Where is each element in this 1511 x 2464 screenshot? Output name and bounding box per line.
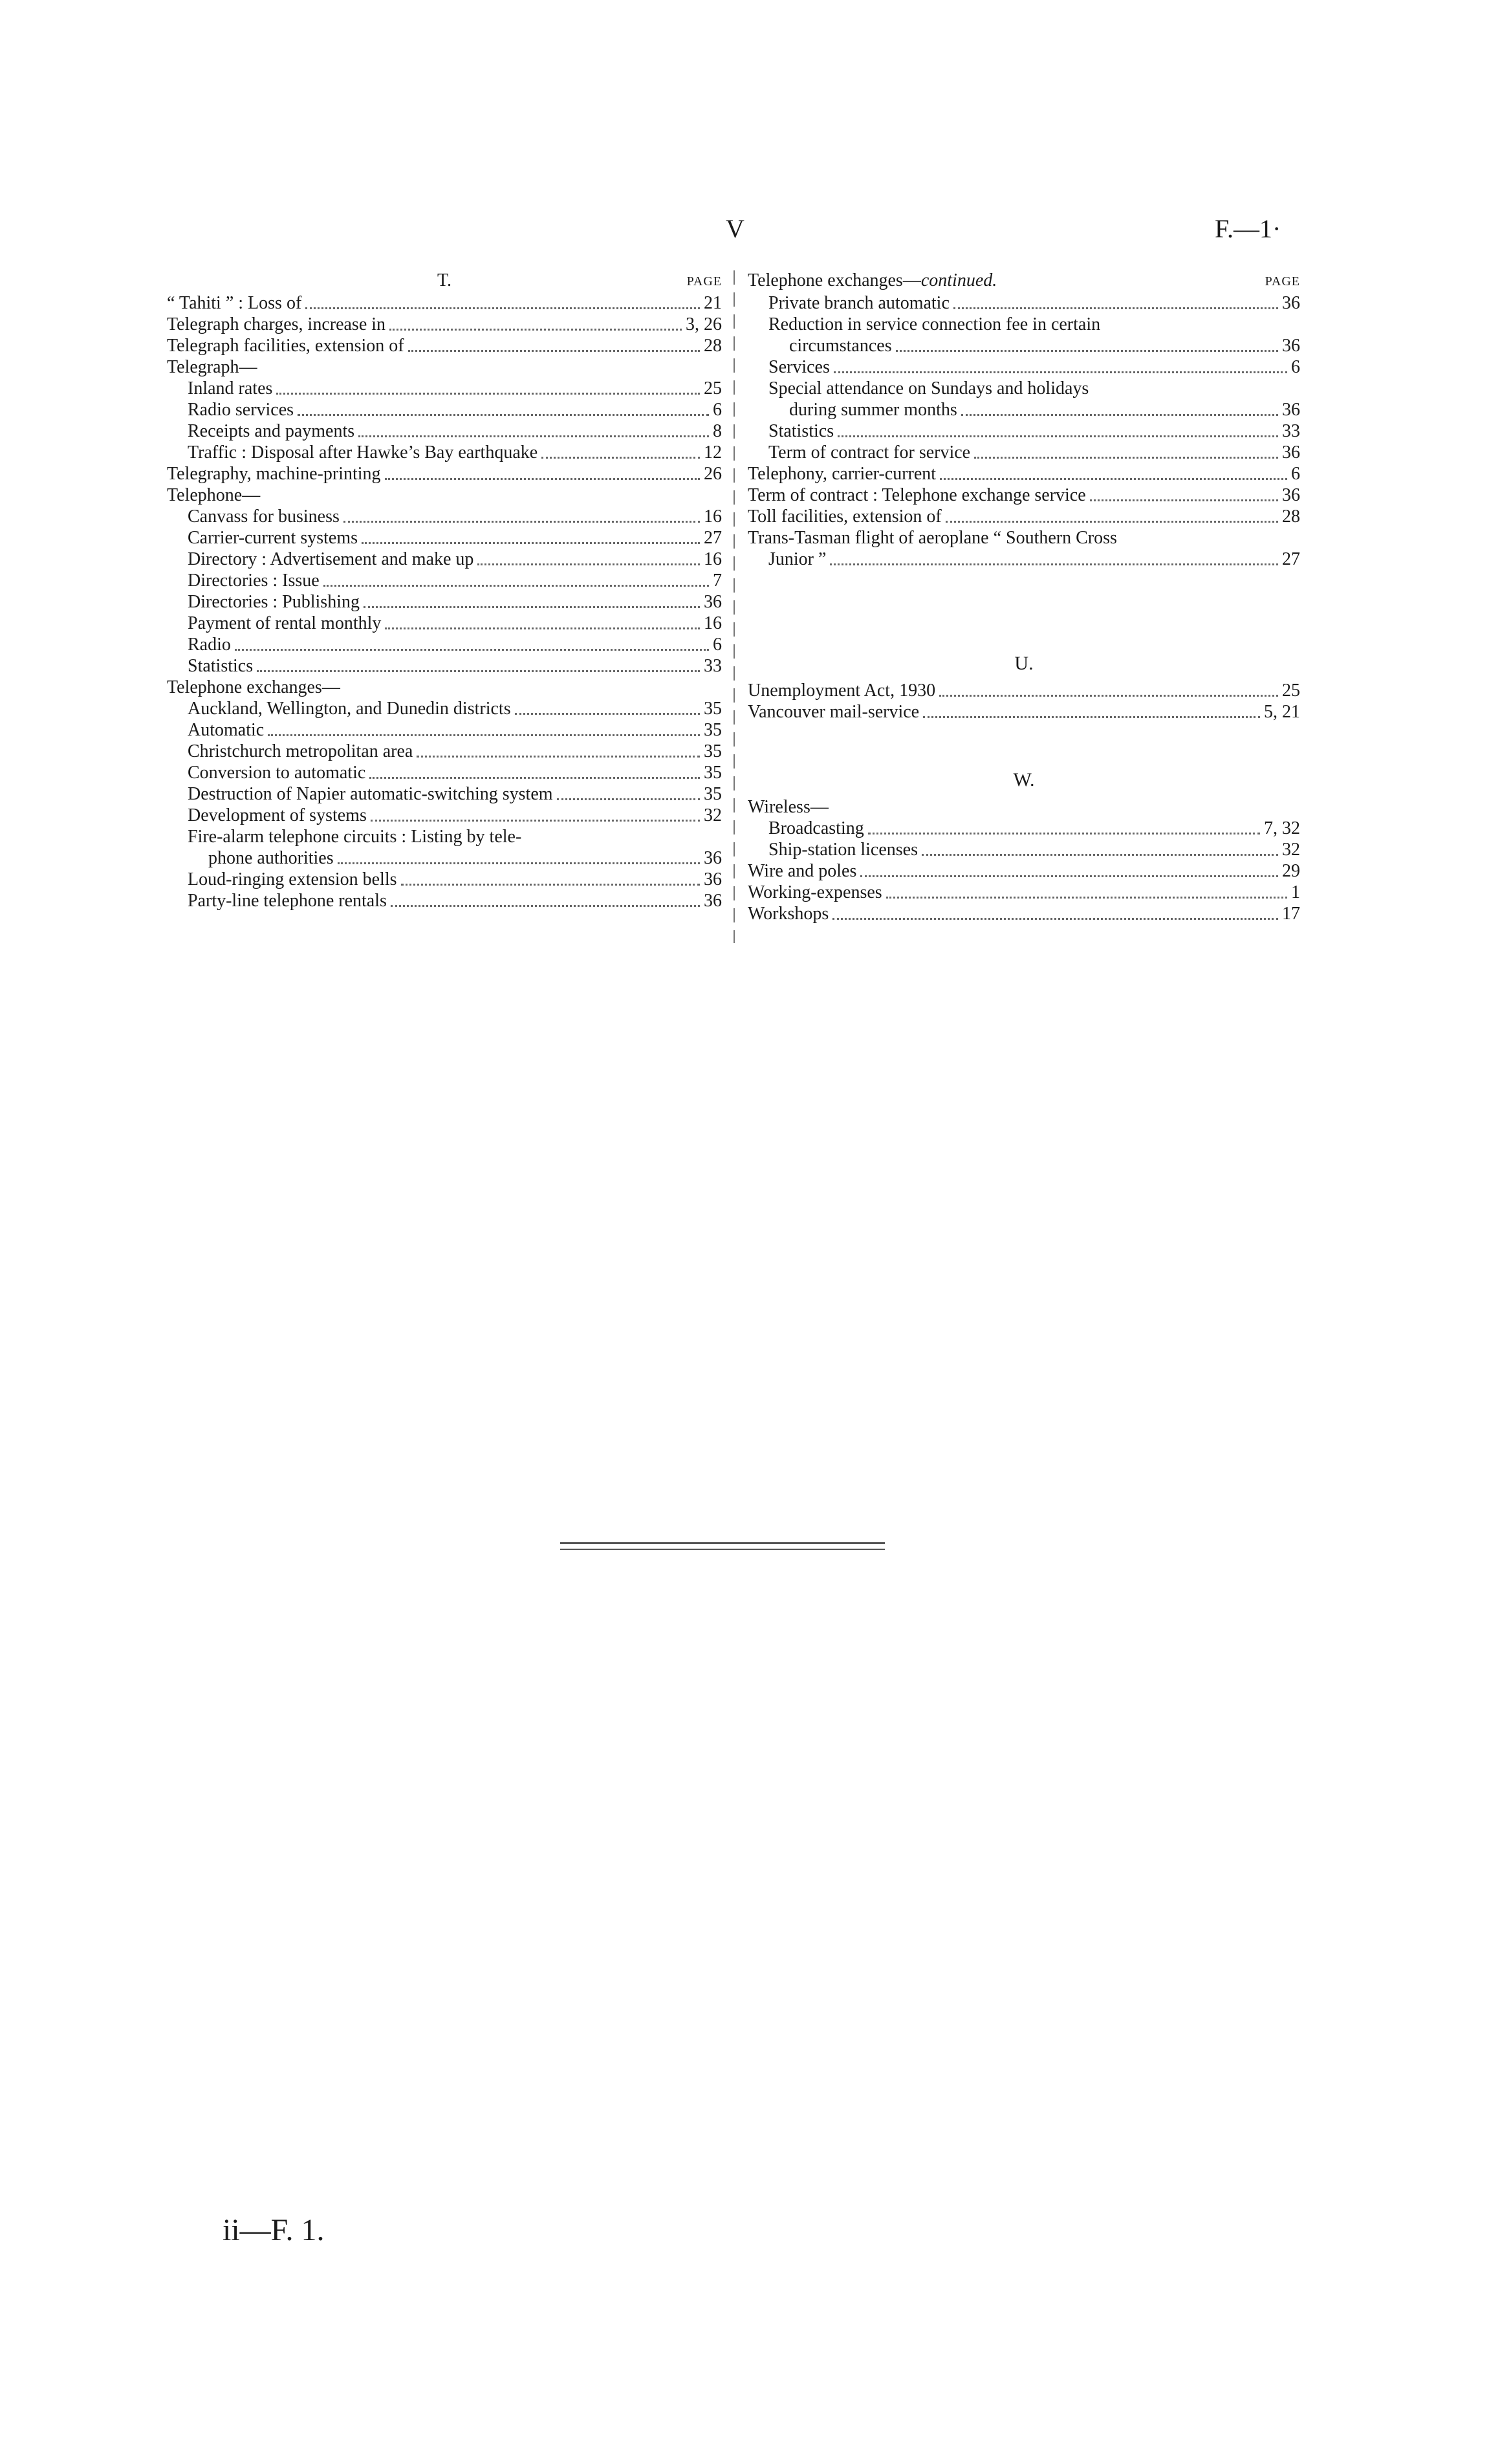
- page-number: V: [726, 214, 745, 243]
- index-entry: [748, 442, 1300, 463]
- entry-text: Trans-Tasman flight of aeroplane “ Southern Cross: [748, 528, 1117, 548]
- dot-leader: [385, 478, 700, 480]
- entry-page: 27: [1282, 549, 1300, 569]
- column-divider: [734, 270, 735, 943]
- page-column-label: PAGE: [686, 274, 722, 289]
- entry-text: Statistics: [768, 421, 834, 441]
- entry-text: Destruction of Napier automatic-switching system: [188, 784, 553, 804]
- continued-heading-text: Telephone exchanges—continued.: [748, 270, 997, 290]
- index-entry: [748, 796, 1300, 818]
- index-entry: [167, 506, 722, 527]
- index-entry: [167, 570, 722, 591]
- dot-leader: [235, 649, 709, 651]
- index-entry: [167, 591, 722, 613]
- entry-text: Services: [768, 357, 830, 377]
- entry-page: 36: [704, 848, 722, 868]
- dot-leader: [830, 563, 1278, 565]
- index-entry: [167, 869, 722, 890]
- entry-page: 35: [704, 784, 722, 804]
- dot-leader: [276, 393, 700, 395]
- index-entry: [748, 882, 1300, 903]
- entry-text: Term of contract for service: [768, 442, 971, 463]
- entry-text: Wire and poles: [748, 861, 857, 881]
- index-entry: [748, 463, 1300, 485]
- entry-text: Carrier-current systems: [188, 528, 358, 548]
- index-entry: [167, 356, 722, 378]
- entry-text: Vancouver mail-service: [748, 702, 920, 722]
- dot-leader: [923, 716, 1260, 718]
- entry-page: 28: [704, 336, 722, 356]
- index-entry: [167, 292, 722, 314]
- index-entry: [167, 890, 722, 911]
- dot-leader: [838, 435, 1278, 437]
- dot-leader: [834, 371, 1287, 373]
- index-entry: [167, 549, 722, 570]
- entry-page: 16: [704, 613, 722, 633]
- entry-text: Directories : Publishing: [188, 592, 360, 612]
- entry-text: Unemployment Act, 1930: [748, 681, 936, 701]
- section-letter-u: U.: [1014, 653, 1034, 674]
- entry-text: Workshops: [748, 904, 829, 924]
- entry-page: 6: [713, 635, 722, 655]
- dot-leader: [557, 798, 700, 800]
- dot-leader: [832, 918, 1278, 920]
- entry-page: 7, 32: [1264, 818, 1300, 838]
- entry-text: Wireless—: [748, 797, 829, 817]
- entry-text: Telegraph charges, increase in: [167, 314, 386, 334]
- entry-text: Payment of rental monthly: [188, 613, 382, 633]
- entry-page: 6: [1291, 357, 1300, 377]
- entry-page: 27: [704, 528, 722, 548]
- entry-page: 36: [1282, 336, 1300, 356]
- index-entry: [167, 698, 722, 719]
- dot-leader: [541, 457, 700, 459]
- entry-text: Conversion to automatic: [188, 763, 366, 783]
- entry-text: Private branch automatic: [768, 293, 950, 313]
- dot-leader: [953, 307, 1278, 309]
- dot-leader: [860, 875, 1278, 877]
- dot-leader: [298, 414, 709, 416]
- entry-page: 7: [713, 571, 722, 591]
- entry-text: circumstances: [789, 336, 892, 356]
- entry-page: 16: [704, 549, 722, 569]
- index-entry: [748, 680, 1300, 701]
- dot-leader: [268, 734, 700, 736]
- index-entry: [748, 701, 1300, 723]
- entry-text: Telegraph facilities, extension of: [167, 336, 404, 356]
- index-entry: [167, 463, 722, 485]
- index-entry: [748, 485, 1300, 506]
- dot-leader: [939, 695, 1278, 697]
- entry-page: 36: [704, 592, 722, 612]
- index-entry: [748, 420, 1300, 442]
- dot-leader: [389, 329, 682, 331]
- entry-text: Telegraph—: [167, 357, 257, 377]
- entry-page: 35: [704, 741, 722, 761]
- document-reference: F.—1·: [1215, 214, 1281, 243]
- footer-signature: ii—F. 1.: [223, 2213, 325, 2247]
- dot-leader: [385, 627, 700, 629]
- index-entry: [167, 634, 722, 655]
- entry-text: Ship-station licenses: [768, 840, 918, 860]
- entry-page: 35: [704, 763, 722, 783]
- index-entry: [167, 442, 722, 463]
- dot-leader: [364, 606, 700, 608]
- entry-page: 5, 21: [1264, 702, 1300, 722]
- section-letter: T.: [437, 270, 452, 290]
- entry-text: “ Tahiti ” : Loss of: [167, 293, 302, 313]
- entry-text: Junior ”: [768, 549, 827, 569]
- index-entry: [167, 677, 722, 698]
- index-entry: [167, 783, 722, 805]
- entry-text: Canvass for business: [188, 507, 340, 527]
- continued-heading: [748, 270, 1300, 292]
- index-entry: [748, 527, 1300, 549]
- entry-page: 8: [713, 421, 722, 441]
- index-entry: [167, 613, 722, 634]
- dot-leader: [886, 897, 1287, 899]
- dot-leader: [922, 854, 1278, 856]
- index-entry: [167, 335, 722, 356]
- entry-text: Christchurch metropolitan area: [188, 741, 413, 761]
- index-column-left: [167, 270, 722, 911]
- entry-text: Working-expenses: [748, 882, 882, 902]
- index-entry: [167, 420, 722, 442]
- entry-text: during summer months: [789, 400, 957, 420]
- dot-leader: [477, 563, 700, 565]
- entry-text: Statistics: [188, 656, 254, 676]
- entry-page: 36: [1282, 293, 1300, 313]
- index-entry: [167, 847, 722, 869]
- entry-list: [748, 796, 1300, 924]
- closing-rule-bottom: [560, 1549, 885, 1550]
- entry-page: 25: [1282, 681, 1300, 701]
- entry-page: 36: [704, 891, 722, 911]
- index-entry: [748, 314, 1300, 335]
- entry-text: Receipts and payments: [188, 421, 355, 441]
- entry-page: 6: [713, 400, 722, 420]
- entry-text: Auckland, Wellington, and Dunedin districts: [188, 699, 511, 719]
- section-heading-t: [167, 270, 722, 292]
- index-entry: [167, 378, 722, 399]
- entry-text: Fire-alarm telephone circuits : Listing by tele-: [188, 827, 522, 847]
- index-entry: [748, 378, 1300, 399]
- entry-text: Telephone exchanges—: [167, 677, 340, 697]
- closing-rule-top: [560, 1542, 885, 1544]
- index-entry: [167, 805, 722, 826]
- index-entry: [748, 292, 1300, 314]
- index-entry: [748, 506, 1300, 527]
- entry-list: [748, 292, 1300, 570]
- dot-leader: [868, 833, 1260, 834]
- index-entry: [167, 826, 722, 847]
- index-entry: [748, 399, 1300, 420]
- entry-page: 21: [704, 293, 722, 313]
- section-letter-w: W.: [1013, 769, 1035, 790]
- entry-text: Radio: [188, 635, 231, 655]
- index-column-right: [748, 270, 1300, 924]
- index-entry: [167, 719, 722, 741]
- entry-text: Automatic: [188, 720, 265, 740]
- dot-leader: [369, 777, 700, 779]
- entry-text: Inland rates: [188, 378, 273, 398]
- dot-leader: [371, 820, 700, 822]
- entry-page: 25: [704, 378, 722, 398]
- entry-text: Toll facilities, extension of: [748, 507, 942, 527]
- dot-leader: [896, 350, 1278, 352]
- entry-text: Development of systems: [188, 805, 367, 825]
- entry-text: phone authorities: [208, 848, 334, 868]
- dot-leader: [358, 435, 709, 437]
- entry-page: 36: [1282, 400, 1300, 420]
- entry-text: Telephone—: [167, 485, 261, 505]
- dot-leader: [257, 670, 700, 672]
- entry-page: 28: [1282, 507, 1300, 527]
- index-entry: [748, 903, 1300, 924]
- dot-leader: [515, 713, 700, 715]
- dot-leader: [946, 521, 1278, 523]
- dot-leader: [408, 350, 700, 352]
- dot-leader: [974, 457, 1278, 459]
- entry-page: 33: [1282, 421, 1300, 441]
- dot-leader: [401, 884, 700, 886]
- index-entry: [748, 860, 1300, 882]
- dot-leader: [391, 905, 700, 907]
- index-entry: [167, 527, 722, 549]
- index-entry: [748, 818, 1300, 839]
- entry-text: Radio services: [188, 400, 294, 420]
- entry-list: [748, 680, 1300, 723]
- index-entry: [167, 399, 722, 420]
- index-entry: [167, 741, 722, 762]
- index-entry: [748, 356, 1300, 378]
- entry-page: 12: [704, 442, 722, 463]
- entry-page: 36: [1282, 485, 1300, 505]
- entry-text: Traffic : Disposal after Hawke’s Bay earthquake: [188, 442, 538, 463]
- entry-text: Directories : Issue: [188, 571, 320, 591]
- entry-page: 32: [704, 805, 722, 825]
- entry-text: Directory : Advertisement and make up: [188, 549, 474, 569]
- entry-page: 32: [1282, 840, 1300, 860]
- entry-page: 3, 26: [686, 314, 722, 334]
- entry-text: Special attendance on Sundays and holidays: [768, 378, 1089, 398]
- entry-page: 26: [704, 464, 722, 484]
- entry-page: 1: [1291, 882, 1300, 902]
- dot-leader: [961, 414, 1278, 416]
- entry-text: Party-line telephone rentals: [188, 891, 387, 911]
- entry-page: 35: [704, 720, 722, 740]
- dot-leader: [305, 307, 700, 309]
- dot-leader: [417, 756, 700, 758]
- dot-leader: [362, 542, 700, 544]
- entry-page: 29: [1282, 861, 1300, 881]
- dot-leader: [323, 585, 709, 587]
- index-entry: [748, 549, 1300, 570]
- index-entry: [167, 485, 722, 506]
- entry-text: Broadcasting: [768, 818, 864, 838]
- entry-text: Telephony, carrier-current: [748, 464, 937, 484]
- dot-leader: [343, 521, 700, 523]
- entry-list: [167, 292, 722, 911]
- dot-leader: [1090, 499, 1278, 501]
- entry-text: Telegraphy, machine-printing: [167, 464, 381, 484]
- index-entry: [748, 839, 1300, 860]
- entry-page: 36: [1282, 442, 1300, 463]
- entry-page: 16: [704, 507, 722, 527]
- index-entry: [748, 335, 1300, 356]
- index-entry: [167, 762, 722, 783]
- index-entry: [167, 655, 722, 677]
- index-entry: [167, 314, 722, 335]
- dot-leader: [338, 862, 700, 864]
- entry-text: Loud-ringing extension bells: [188, 869, 397, 889]
- page-column-label: PAGE: [1265, 274, 1300, 289]
- entry-text: Term of contract : Telephone exchange service: [748, 485, 1086, 505]
- entry-page: 36: [704, 869, 722, 889]
- entry-page: 35: [704, 699, 722, 719]
- entry-page: 33: [704, 656, 722, 676]
- entry-page: 6: [1291, 464, 1300, 484]
- dot-leader: [940, 478, 1287, 480]
- entry-text: Reduction in service connection fee in certain: [768, 314, 1101, 334]
- entry-page: 17: [1282, 904, 1300, 924]
